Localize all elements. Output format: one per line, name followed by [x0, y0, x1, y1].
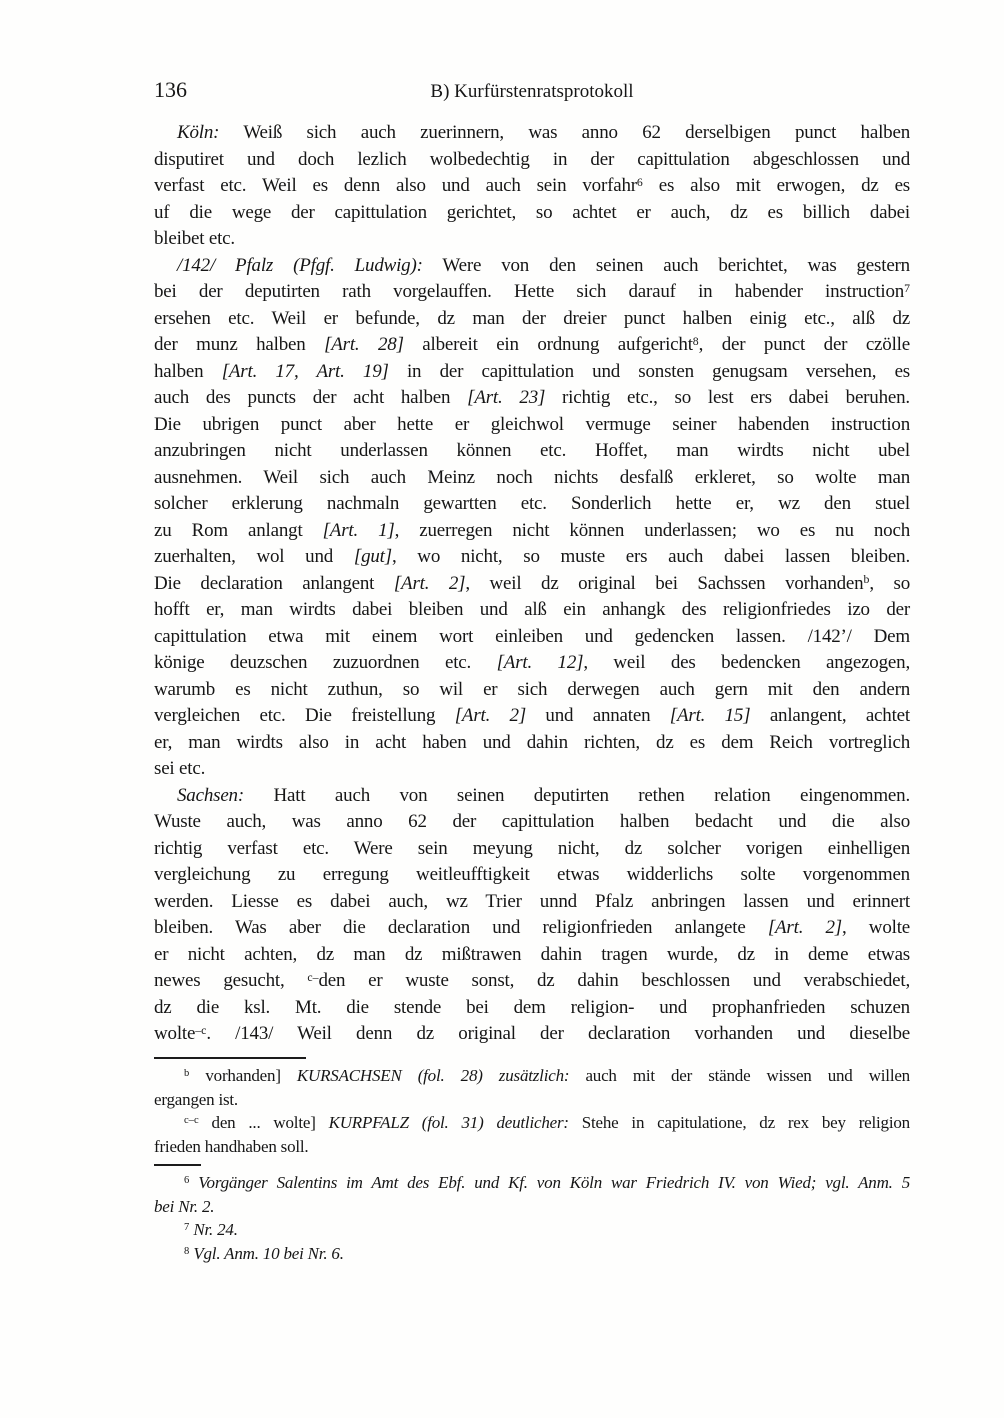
text-line: er, man wirdts also in acht haben und dahin richten, dz es dem Reich vortreglich [154, 731, 910, 753]
footnote-rule-commentary [154, 1164, 201, 1166]
text-line: anzubringen nicht underlassen können etc. Hoffet, man wirdts nicht ubel [154, 440, 910, 461]
text-line: disputiret und doch lezlich wolbedechtig in der capittulation abgeschlossen und [154, 148, 910, 170]
commentary-footnotes [154, 1171, 910, 1265]
text-line: ersehen etc. Weil er befunde, dz man der dreier punct halben einig etc., alß dz [154, 307, 910, 329]
text-line: /142/ Pfalz (Pfgf. Ludwig): Were von den seinen auch berichtet, was gestern [177, 254, 910, 276]
running-head-row [154, 78, 910, 104]
text-line: solcher erklerung nachmaln gewartten etc. Sonderlich hette er, wz den stuel [154, 493, 910, 514]
apparatus-footnote-line: $^{c-c}$ den ... wolte] KURPFALZ (fol. 31) deutlicher: Stehe in capitulatione, dz rex bey religion [184, 1113, 910, 1132]
text-line: capittulation etwa mit einem wort einleiben und gedencken lassen. /142’/ Dem [154, 625, 910, 647]
text-line: dz die ksl. Mt. die stende bei dem religion- und prophanfrieden schuzen [154, 996, 910, 1018]
text-line: hofft er, man wirdts dabei bleiben und alß ein anhangk des religionfriedes izo der [154, 599, 910, 620]
text-line: zuerhalten, wol und [gut], wo nicht, so muste ers auch dabei lassen bleiben. [154, 546, 910, 567]
paragraph-sachsen [154, 783, 910, 1048]
text-line: zu Rom anlangt [Art. 1], zuerregen nicht können underlassen; wo es nu noch [154, 519, 911, 541]
text-line: vergleichung zu erregung weitleufftigkeit etwas widderlichs solte vorgenommen [154, 864, 910, 885]
text-line: verfast etc. Weil es denn also und auch sein vorfahr$^6$ es also mit erwogen, dz es [154, 175, 910, 196]
text-line: wolte$^{-c}$. /143/ Weil denn dz original der declaration vorhanden und dieselbe [154, 1023, 910, 1044]
running-head: B) Kurfürstenratsprotokoll [430, 81, 634, 102]
text-line: Sachsen: Hatt auch von seinen deputirten rethen relation eingenommen. [177, 784, 910, 806]
text-line: vergleichen etc. Die freistellung [Art. 2] und annaten [Art. 15] anlangent, achtet [154, 705, 910, 726]
text-line: warumb es nicht zuthun, so wil er sich derwegen auch gern mit den andern [154, 678, 910, 700]
text-line: er nicht achten, dz man dz mißtrawen dahin tragen wurde, dz in deme etwas [154, 943, 910, 965]
text-line: newes gesucht, $^{c-}$den er wuste sonst, dz dahin beschlossen und verabschiedet, [154, 970, 910, 991]
text-line: Wuste auch, was anno 62 der capittulation halben bedacht und die also [154, 811, 910, 832]
text-line: richtig verfast etc. Were sein meyung nicht, dz solcher vorigen einhelligen [154, 837, 910, 859]
paragraph-pfalz [154, 253, 910, 783]
text-line: der munz halben [Art. 28] albereit ein ordnung aufgericht$^8$, der punct der czölle [154, 334, 910, 355]
page-number: 136 [154, 77, 187, 102]
apparatus-footnote-line: $^b$ vorhanden] KURSACHSEN (fol. 28) zusätzlich: auch mit der stände wissen und willen [184, 1066, 910, 1085]
text-line: auch des puncts der acht halben [Art. 23] richtig etc., so lest ers dabei beruhen. [154, 387, 910, 408]
apparatus-footnote-line: ergangen ist. [154, 1089, 238, 1109]
text-line: ausnehmen. Weil sich auch Meinz noch nichts desfalß erkleret, so wolte man [154, 466, 910, 488]
commentary-footnote-line: $^7$ Nr. 24. [184, 1220, 238, 1239]
commentary-footnote-line: $^8$ Vgl. Anm. 10 bei Nr. 6. [184, 1243, 344, 1263]
text-line: halben [Art. 17, Art. 19] in der capittulation und sonsten genugsam versehen, es [154, 360, 910, 382]
text-line: bleiben. Was aber die declaration und religionfrieden anlangete [Art. 2], wolte [154, 917, 911, 938]
text-line: Die ubrigen punct aber hette er gleichwol vermuge seiner habenden instruction [154, 413, 910, 435]
text-line: Die declaration anlangent [Art. 2], weil dz original bei Sachssen vorhanden$^b$, so [154, 572, 910, 594]
apparatus-footnote-line: frieden handhaben soll. [154, 1136, 309, 1156]
apparatus-footnotes [154, 1064, 910, 1158]
footnote-rule-apparatus [154, 1057, 306, 1059]
commentary-footnote-line: bei Nr. 2. [154, 1196, 215, 1216]
main-text-block [154, 120, 910, 1048]
commentary-footnote-line: $^6$ Vorgänger Salentins im Amt des Ebf. und Kf. von Köln war Friedrich IV. von Wied; vgl. Anm. 5 [184, 1173, 910, 1192]
text-line: bleibet etc. [154, 228, 235, 249]
text-line: Köln: Weiß sich auch zuerinnern, was anno 62 derselbigen punct halben [177, 122, 910, 143]
text-line: uf die wege der capittulation gerichtet, so achtet er auch, dz es billich dabei [154, 201, 910, 223]
text-line: sei etc. [154, 758, 206, 779]
text-line: bei der deputirten rath vorgelauffen. Hette sich darauf in habender instruction$^7$ [154, 281, 910, 302]
text-line: werden. Liesse es dabei auch, wz Trier unnd Pfalz anbringen lassen und erinnert [154, 890, 910, 912]
paragraph-koeln [154, 120, 910, 253]
text-line: könige deuzschen zuzuordnen etc. [Art. 12], weil des bedencken angezogen, [154, 652, 910, 673]
